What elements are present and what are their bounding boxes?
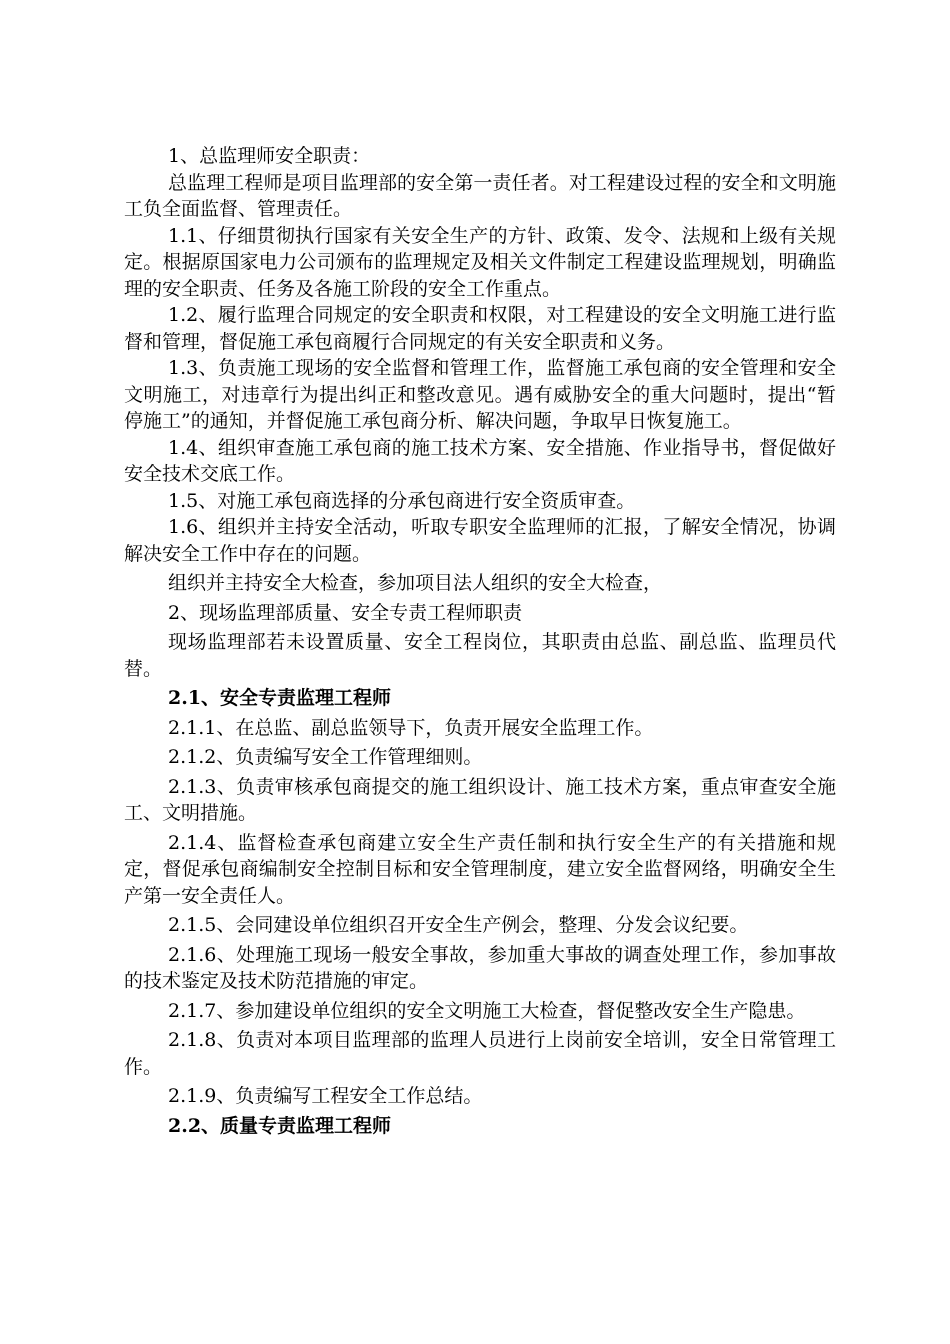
section-heading-2: 2、现场监理部质量、安全专责工程师职责 (168, 601, 523, 624)
paragraph: 现场监理部若未设置质量、安全工程岗位，其职责由总监、副总监、监理员代替。 (124, 631, 836, 680)
clause-2-1-6: 2.1.6、处理施工现场一般安全事故，参加重大事故的调查处理工作，参加事故的技术鉴定及技术防范措施的审定。 (124, 943, 836, 992)
paragraph: 组织并主持安全大检查，参加项目法人组织的安全大检查， (168, 572, 663, 594)
clause-2-1-2: 2.1.2、负责编写安全工作管理细则。 (168, 746, 483, 768)
clause-1-6: 1.6、组织并主持安全活动，听取专职安全监理师的汇报，了解安全情况，协调解决安全工作中存在的问题。 (124, 516, 836, 565)
clause-2-1-3: 2.1.3、负责审核承包商提交的施工组织设计、施工技术方案，重点审查安全施工、文明措施。 (124, 775, 836, 824)
clause-2-1-7: 2.1.7、参加建设单位组织的安全文明施工大检查，督促整改安全生产隐患。 (168, 999, 806, 1022)
document-page (124, 143, 836, 1139)
paragraph: 总监理工程师是项目监理部的安全第一责任者。对工程建设过程的安全和文明施工负全面监督、管理责任。 (124, 171, 836, 220)
clause-1-3: 1.3、负责施工现场的安全监督和管理工作，监督施工承包商的安全管理和安全文明施工，对违章行为提出纠正和整改意见。遇有威胁安全的重大问题时，提出“暂停施工”的通知，并督促施工承包商分析、解决问题，争取早日恢复施工。 (124, 357, 836, 432)
clause-2-1-4: 2.1.4、监督检查承包商建立安全生产责任制和执行安全生产的有关措施和规定，督促承包商编制安全控制目标和安全管理制度，建立安全监督网络，明确安全生产第一安全责任人。 (124, 831, 836, 907)
clause-2-1-5: 2.1.5、会同建设单位组织召开安全生产例会，整理、分发会议纪要。 (168, 914, 749, 936)
subsection-heading-2-2: 2.2、质量专责监理工程师 (168, 1114, 392, 1137)
clause-2-1-8: 2.1.8、负责对本项目监理部的监理人员进行上岗前安全培训，安全日常管理工作。 (124, 1029, 836, 1078)
clause-2-1-1: 2.1.1、在总监、副总监领导下，负责开展安全监理工作。 (168, 716, 654, 739)
clause-1-4: 1.4、组织审查施工承包商的施工技术方案、安全措施、作业指导书，督促做好安全技术交底工作。 (124, 436, 836, 485)
subsection-heading-2-1: 2.1、安全专责监理工程师 (168, 687, 392, 709)
clause-2-1-9: 2.1.9、负责编写工程安全工作总结。 (168, 1085, 483, 1107)
section-heading-1: 1、总监理师安全职责： (168, 145, 371, 167)
clause-1-5: 1.5、对施工承包商选择的分承包商进行安全资质审查。 (168, 489, 636, 512)
clause-1-1: 1.1、仔细贯彻执行国家有关安全生产的方针、政策、发令、法规和上级有关规定。根据原国家电力公司颁布的监理规定及相关文件制定工程建设监理规划，明确监理的安全职责、任务及各施工阶段的安全工作重点。 (124, 224, 836, 300)
clause-1-2: 1.2、履行监理合同规定的安全职责和权限，对工程建设的安全文明施工进行监督和管理，督促施工承包商履行合同规定的有关安全职责和义务。 (124, 304, 836, 353)
